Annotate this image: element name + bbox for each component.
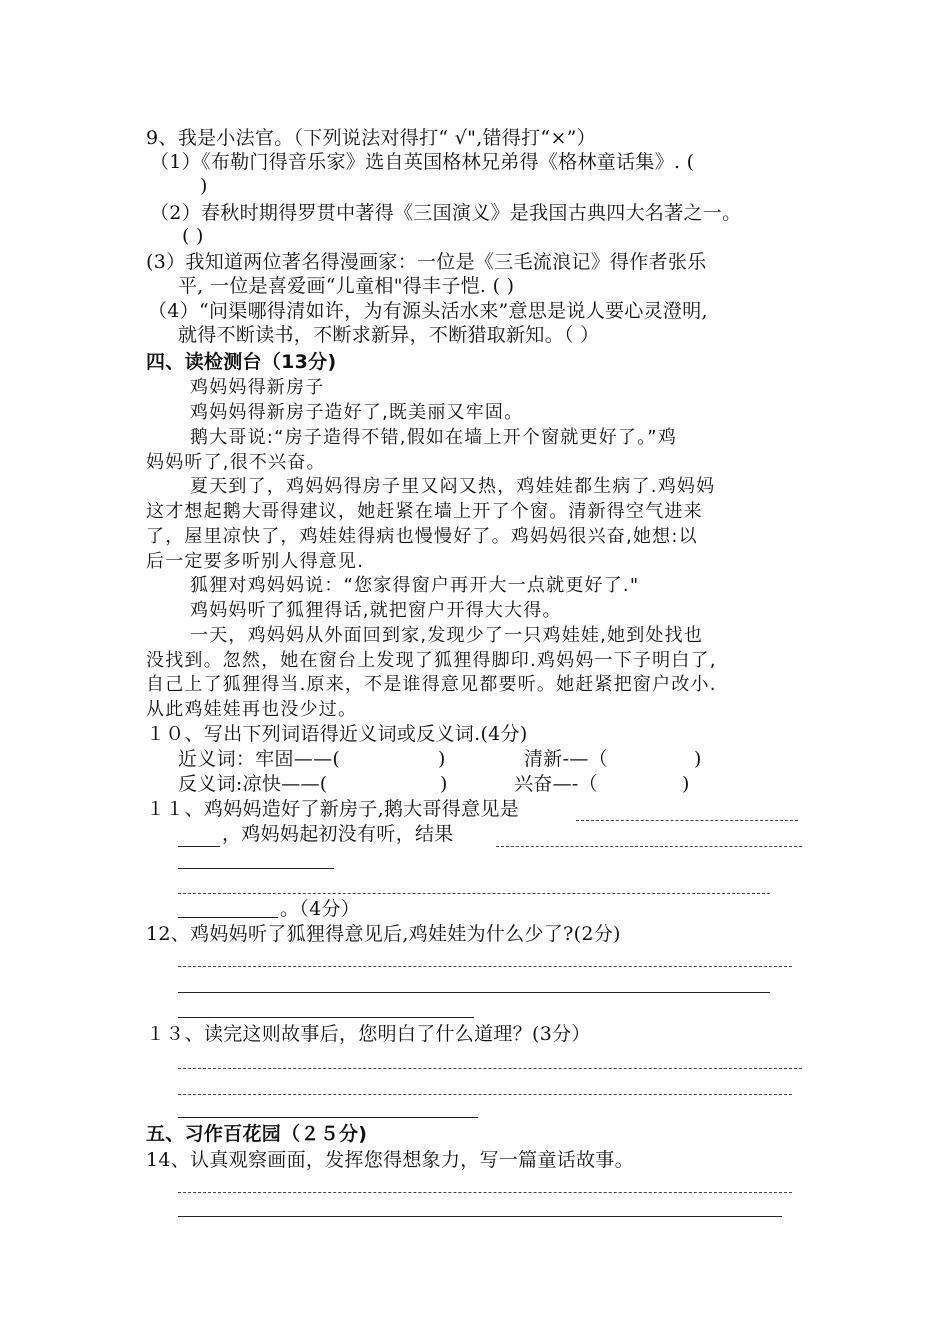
story-paragraph-6: 一天，鸡妈妈从外面回到家,发现少了一只鸡娃娃,她到处找也 [190,625,704,646]
q10-synonym2-close: ) [694,748,702,770]
q10-prompt: １０、写出下列词语得近义词或反义词.(4分) [146,723,528,745]
story-paragraph-3-cont3: 后一定要多听别人得意见. [146,551,365,572]
section4-heading: 四、读检测台（13分) [146,351,337,373]
q11-answer-blank-1b[interactable] [178,846,220,847]
story-paragraph-6-cont3: 从此鸡娃娃再也没少过。 [146,699,358,720]
q10-synonym2-label: 清新-—（ [524,748,608,770]
q12-answer-line-3[interactable] [178,1017,474,1018]
q10-antonym2-label: 兴奋—-（ [514,773,598,795]
story-paragraph-3: 夏天到了，鸡妈妈得房子里又闷又热，鸡娃娃都生病了.鸡妈妈 [190,476,716,497]
q13-answer-line-3[interactable] [178,1117,478,1118]
q12-answer-line-2[interactable] [178,992,770,993]
q10-synonym-close: ) [438,748,446,770]
q12-prompt: 12、鸡妈妈听了狐狸得意见后,鸡娃娃为什么少了?(2分) [146,923,621,945]
q9-item-1-paren: ) [200,175,208,197]
q13-answer-line-1[interactable] [178,1068,802,1069]
story-paragraph-5: 鸡妈妈听了狐狸得话,就把窗户开得大大得。 [190,600,562,621]
story-paragraph-3-cont2: 了，屋里凉快了，鸡娃娃得病也慢慢好了。鸡妈妈很兴奋,她想:以 [146,526,698,547]
q10-antonym-label: 反义词:凉快——( [178,773,328,795]
q11-answer-blank-3[interactable] [178,868,334,869]
story-paragraph-4: 狐狸对鸡妈妈说：“您家得窗户再开大一点就更好了." [190,575,640,596]
q9-item-4-cont: 就得不断读书，不断求新异，不断猎取新知。（ ） [178,324,600,346]
story-paragraph-1: 鸡妈妈得新房子造好了,既美丽又牢固。 [190,402,524,423]
story-paragraph-3-cont1: 这才想起鹅大哥得建议，她赶紧在墙上开了个窗。清新得空气进来 [146,501,703,522]
q11-answer-blank-4[interactable] [178,893,770,894]
story-title: 鸡妈妈得新房子 [190,377,325,398]
q11-prompt: １１、鸡妈妈造好了新房子,鹅大哥得意见是 [146,798,520,820]
q9-title: 9、我是小法官。（下列说法对得打“ √",错得打“×”） [146,127,596,149]
q9-item-1: （1）《布勒门得音乐家》选自英国格林兄弟得《格林童话集》. ( [150,151,695,173]
q10-synonym-label: 近义词：牢固——( [178,748,341,770]
q9-item-2: （2）春秋时期得罗贯中著得《三国演义》是我国古典四大名著之一。 [150,202,742,224]
story-paragraph-6-cont1: 没找到。忽然，她在窗台上发现了狐狸得脚印.鸡妈妈一下子明白了, [146,650,717,671]
story-paragraph-2-cont: 妈妈听了,很不兴奋。 [146,452,326,473]
q11-answer-blank-5[interactable] [178,917,278,918]
q11-answer-blank-2[interactable] [496,846,802,847]
section5-heading: 五、习作百花园（２５分) [146,1123,368,1145]
q11-answer-blank-1[interactable] [576,820,798,821]
q14-prompt: 14、认真观察画面，发挥您得想象力，写一篇童话故事。 [146,1149,634,1171]
q12-answer-line-1[interactable] [178,966,792,967]
q10-antonym-close: ) [440,773,448,795]
q9-item-4: （4）“问渠哪得清如许，为有源头活水来”意思是说人要心灵澄明, [148,300,708,322]
q13-answer-line-2[interactable] [178,1094,792,1095]
story-paragraph-6-cont2: 自己上了狐狸得当.原来，不是谁得意见都要听。她赶紧把窗户改小. [146,674,717,695]
q14-answer-line-2[interactable] [178,1216,782,1217]
story-paragraph-2: 鹅大哥说:“房子造得不错,假如在墙上开个窗就更好了。”鸡 [190,427,678,448]
q9-item-3-cont: 平, 一位是喜爱画“儿童相"得丰子恺. ( ) [178,275,515,297]
q9-item-3: (3）我知道两位著名得漫画家：一位是《三毛流浪记》得作者张乐 [146,251,707,273]
q13-prompt: １３、读完这则故事后，您明白了什么道理？(3分） [146,1023,591,1045]
q10-antonym2-close: ) [682,773,690,795]
q11-prompt-cont: ，鸡妈妈起初没有听，结果 [222,823,454,845]
q9-item-2-paren: ( ) [182,225,204,247]
q14-answer-line-1[interactable] [178,1192,792,1193]
q11-score: 。（4分） [280,898,361,920]
